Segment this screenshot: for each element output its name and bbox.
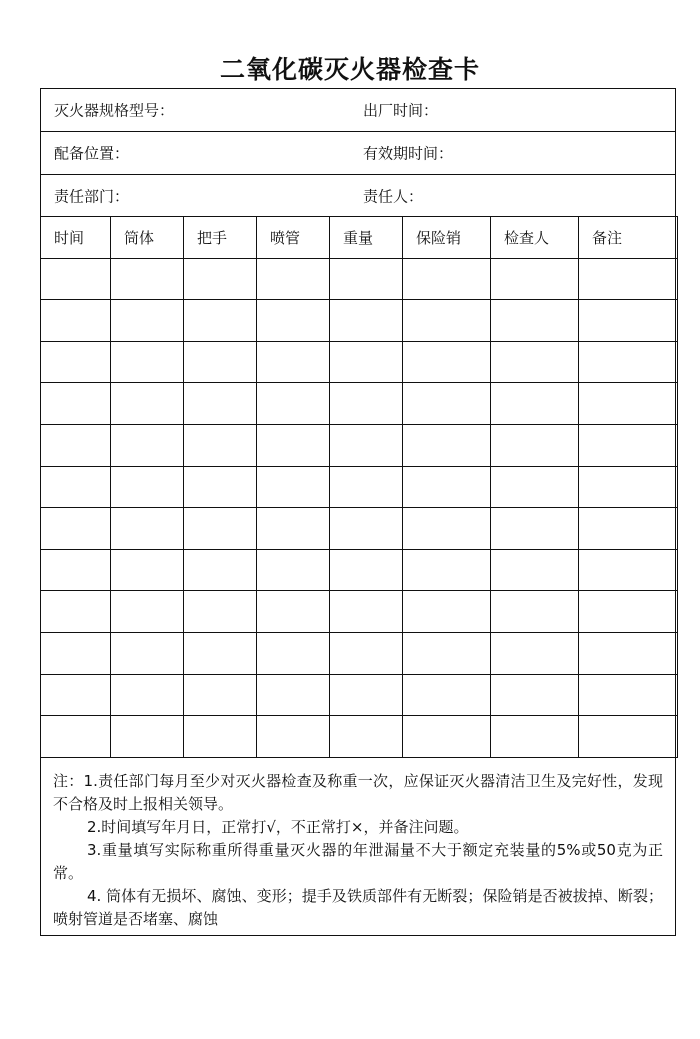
table-cell[interactable] — [330, 341, 403, 383]
table-cell[interactable] — [41, 508, 111, 550]
table-cell[interactable] — [491, 424, 579, 466]
table-cell[interactable] — [257, 674, 330, 716]
table-row — [41, 424, 678, 466]
header-time: 时间 — [41, 217, 111, 259]
table-cell[interactable] — [330, 716, 403, 758]
table-cell[interactable] — [41, 258, 111, 300]
header-weight: 重量 — [330, 217, 403, 259]
table-cell[interactable] — [491, 716, 579, 758]
table-cell[interactable] — [403, 632, 491, 674]
table-cell[interactable] — [41, 549, 111, 591]
table-row — [41, 341, 678, 383]
table-cell[interactable] — [41, 300, 111, 342]
header-safety-pin: 保险销 — [403, 217, 491, 259]
table-cell[interactable] — [41, 591, 111, 633]
table-cell[interactable] — [184, 674, 257, 716]
header-cylinder: 筒体 — [111, 217, 184, 259]
table-cell[interactable] — [491, 258, 579, 300]
notes-section — [41, 762, 675, 931]
table-cell[interactable] — [491, 591, 579, 633]
table-cell[interactable] — [403, 466, 491, 508]
table-cell[interactable] — [579, 383, 678, 425]
table-cell[interactable] — [111, 300, 184, 342]
table-cell[interactable] — [257, 383, 330, 425]
location-label: 配备位置： — [54, 144, 130, 163]
table-cell[interactable] — [184, 341, 257, 383]
table-cell[interactable] — [579, 549, 678, 591]
table-cell[interactable] — [579, 716, 678, 758]
table-header-row — [41, 217, 678, 259]
header-remarks: 备注 — [579, 217, 678, 259]
info-row-location — [41, 132, 675, 175]
table-cell[interactable] — [579, 341, 678, 383]
table-cell[interactable] — [330, 383, 403, 425]
table-cell[interactable] — [41, 341, 111, 383]
table-cell[interactable] — [257, 591, 330, 633]
table-cell[interactable] — [579, 424, 678, 466]
table-cell[interactable] — [330, 674, 403, 716]
table-cell[interactable] — [403, 549, 491, 591]
table-cell[interactable] — [491, 383, 579, 425]
table-cell[interactable] — [579, 632, 678, 674]
table-cell[interactable] — [184, 716, 257, 758]
table-cell[interactable] — [257, 424, 330, 466]
table-cell[interactable] — [330, 591, 403, 633]
header-nozzle: 喷管 — [257, 217, 330, 259]
table-cell[interactable] — [111, 591, 184, 633]
table-cell[interactable] — [184, 300, 257, 342]
page-title: 二氧化碳灭火器检查卡 — [219, 55, 480, 84]
table-cell[interactable] — [330, 466, 403, 508]
note-4: 4. 筒体有无损坏、腐蚀、变形；提手及铁质部件有无断裂；保险销是否被拔掉、断裂；喷射管道是否堵塞、腐蚀 — [53, 887, 663, 928]
table-cell[interactable] — [579, 466, 678, 508]
table-cell[interactable] — [184, 466, 257, 508]
table-cell[interactable] — [579, 591, 678, 633]
table-row — [41, 300, 678, 342]
table-cell[interactable] — [111, 341, 184, 383]
table-cell[interactable] — [579, 258, 678, 300]
table-cell[interactable] — [257, 258, 330, 300]
table-cell[interactable] — [491, 632, 579, 674]
table-cell[interactable] — [257, 549, 330, 591]
table-cell[interactable] — [111, 716, 184, 758]
table-cell[interactable] — [491, 466, 579, 508]
table-cell[interactable] — [403, 300, 491, 342]
table-cell[interactable] — [330, 549, 403, 591]
table-row — [41, 591, 678, 633]
table-row — [41, 383, 678, 425]
table-cell[interactable] — [257, 716, 330, 758]
table-cell[interactable] — [111, 383, 184, 425]
table-cell[interactable] — [491, 674, 579, 716]
table-cell[interactable] — [330, 258, 403, 300]
table-cell[interactable] — [579, 674, 678, 716]
table-cell[interactable] — [491, 300, 579, 342]
table-cell[interactable] — [41, 674, 111, 716]
table-cell[interactable] — [579, 300, 678, 342]
table-cell[interactable] — [111, 508, 184, 550]
note-3: 3.重量填写实际称重所得重量灭火器的年泄漏量不大于额定充装量的5%或50克为正常。 — [53, 841, 663, 882]
table-row — [41, 466, 678, 508]
table-cell[interactable] — [403, 716, 491, 758]
table-cell[interactable] — [491, 508, 579, 550]
table-cell[interactable] — [184, 591, 257, 633]
table-row — [41, 258, 678, 300]
responsible-person-label: 责任人： — [363, 187, 424, 205]
table-cell[interactable] — [184, 258, 257, 300]
table-cell[interactable] — [330, 424, 403, 466]
table-cell[interactable] — [111, 549, 184, 591]
table-cell[interactable] — [41, 424, 111, 466]
table-cell[interactable] — [403, 341, 491, 383]
table-cell[interactable] — [184, 383, 257, 425]
note-2: 2.时间填写年月日，正常打√，不正常打×，并备注问题。 — [87, 818, 469, 836]
expiry-date-label: 有效期时间： — [363, 144, 454, 163]
table-cell[interactable] — [491, 549, 579, 591]
info-row-department — [41, 175, 675, 216]
table-cell[interactable] — [403, 591, 491, 633]
table-cell[interactable] — [403, 258, 491, 300]
table-cell[interactable] — [330, 508, 403, 550]
table-row — [41, 632, 678, 674]
model-label: 灭火器规格型号： — [54, 101, 175, 120]
table-cell[interactable] — [257, 300, 330, 342]
inspection-table — [40, 216, 678, 758]
table-cell[interactable] — [491, 341, 579, 383]
header-handle: 把手 — [184, 217, 257, 259]
table-cell[interactable] — [257, 466, 330, 508]
manufacture-date-label: 出厂时间： — [363, 101, 439, 120]
table-cell[interactable] — [403, 508, 491, 550]
table-cell[interactable] — [41, 466, 111, 508]
table-cell[interactable] — [257, 508, 330, 550]
table-cell[interactable] — [257, 632, 330, 674]
table-cell[interactable] — [257, 341, 330, 383]
table-cell[interactable] — [41, 716, 111, 758]
table-cell[interactable] — [184, 632, 257, 674]
table-cell[interactable] — [403, 674, 491, 716]
note-1: 注：1.责任部门每月至少对灭火器检查及称重一次，应保证灭火器清洁卫生及完好性，发现不合格及时上报相关领导。 — [53, 772, 663, 813]
table-cell[interactable] — [330, 632, 403, 674]
table-cell[interactable] — [111, 674, 184, 716]
table-cell[interactable] — [403, 424, 491, 466]
table-row — [41, 716, 678, 758]
info-row-model — [41, 89, 675, 132]
inspection-card — [40, 88, 676, 936]
table-row — [41, 674, 678, 716]
header-inspector: 检查人 — [491, 217, 579, 259]
table-cell[interactable] — [41, 632, 111, 674]
table-cell[interactable] — [579, 508, 678, 550]
table-cell[interactable] — [111, 466, 184, 508]
table-cell[interactable] — [184, 508, 257, 550]
table-cell[interactable] — [111, 258, 184, 300]
department-label: 责任部门： — [54, 187, 130, 205]
table-cell[interactable] — [111, 424, 184, 466]
table-cell[interactable] — [184, 424, 257, 466]
table-cell[interactable] — [111, 632, 184, 674]
table-cell[interactable] — [184, 549, 257, 591]
table-row — [41, 508, 678, 550]
table-cell[interactable] — [330, 300, 403, 342]
table-cell[interactable] — [403, 383, 491, 425]
table-row — [41, 549, 678, 591]
table-cell[interactable] — [41, 383, 111, 425]
